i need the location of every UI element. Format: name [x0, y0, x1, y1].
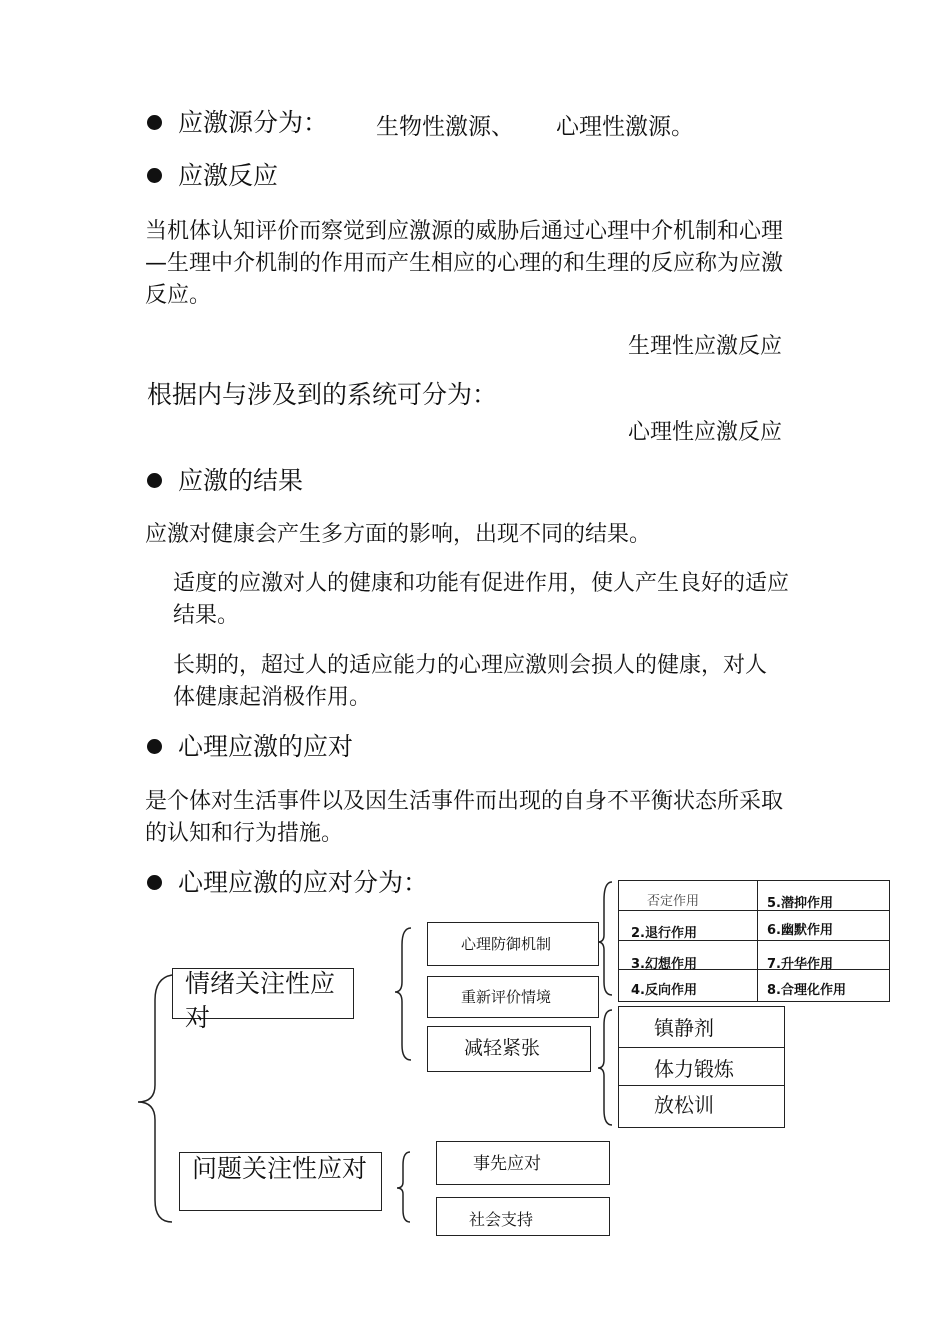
coping-title: 心理应激的应对	[178, 732, 354, 761]
social-support-box	[436, 1197, 610, 1236]
social-support-label: 社会支持	[469, 1210, 534, 1229]
result-title: 应激的结果	[178, 466, 304, 495]
coping-types-title: 心理应激的应对分为：	[178, 868, 429, 897]
advance-coping-label: 事先应对	[473, 1154, 541, 1174]
defense-cell: 6.幽默作用	[767, 923, 833, 938]
system-split: 根据内与涉及到的系统可分为：	[147, 380, 498, 409]
defense-cell: 2.退行作用	[631, 926, 697, 941]
tension-item: 放松训	[654, 1093, 714, 1117]
reduce-tension-box	[427, 1026, 591, 1072]
defense-cell: 5.潜抑作用	[767, 896, 833, 911]
defense-mechanism-label: 心理防御机制	[461, 935, 552, 953]
defense-cell: 3.幻想作用	[631, 957, 697, 972]
bio-source: 生物性激源、	[376, 114, 514, 140]
emotion-brace	[395, 928, 411, 1060]
psych-response: 心理性应激反应	[628, 420, 783, 445]
result-bad: 长期的，超过人的适应能力的心理应激则会损人的健康，对人体健康起消极作用。	[173, 653, 768, 710]
tension-item: 体力锻炼	[654, 1057, 734, 1081]
defense-cell: 7.升华作用	[767, 957, 833, 972]
emotion-focused-label: 情绪关注性应对	[185, 969, 336, 1032]
main-brace	[138, 975, 172, 1222]
result-good: 适度的应激对人的健康和功能有促进作用，使人产生良好的适应结果。	[173, 571, 790, 628]
defense-brace	[598, 882, 612, 995]
response-title: 应激反应	[178, 161, 279, 190]
reduce-tension-label: 减轻紧张	[464, 1037, 541, 1059]
reappraisal-box	[427, 976, 599, 1018]
defense-mechanism-box	[427, 922, 599, 966]
problem-focused-box	[179, 1152, 382, 1211]
defense-cell: 4.反向作用	[631, 983, 697, 998]
defense-table	[618, 880, 890, 1002]
emotion-focused-box	[172, 968, 354, 1032]
result-intro: 应激对健康会产生多方面的影响，出现不同的结果。	[145, 522, 652, 547]
problem-focused-label: 问题关注性应对	[192, 1154, 368, 1183]
tension-item: 镇静剂	[654, 1016, 714, 1040]
sources-label: 应激源分为：	[178, 108, 329, 137]
problem-brace	[397, 1152, 410, 1222]
advance-coping-box	[436, 1141, 610, 1185]
coping-definition: 是个体对生活事件以及因生活事件而出现的自身不平衡状态所采取的认知和行为措施。	[145, 789, 784, 846]
psy-source: 心理性激源。	[556, 114, 694, 140]
tension-brace	[598, 1010, 612, 1125]
reappraisal-label: 重新评价情境	[461, 988, 552, 1006]
defense-cell: 8.合理化作用	[767, 983, 846, 998]
physio-response: 生理性应激反应	[628, 334, 783, 359]
defense-cell: 否定作用	[647, 894, 700, 909]
response-definition: 当机体认知评价而察觉到应激源的威胁后通过心理中介机制和心理—生理中介机制的作用而产生相应的心理的和生理的反应称为应激反应。	[145, 219, 784, 308]
tension-table	[618, 1006, 785, 1128]
